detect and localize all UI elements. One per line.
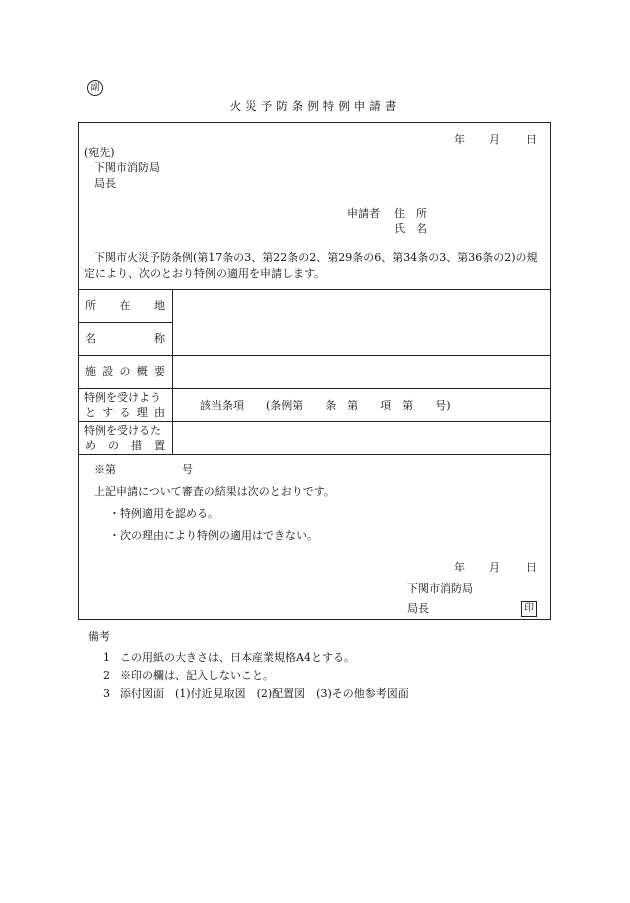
applicant-address-label: 住 所 bbox=[394, 207, 427, 220]
date-day-label: 日 bbox=[526, 133, 537, 146]
note-text: 添付図面 (1)付近見取図 (2)配置図 (3)その他参考図面 bbox=[120, 687, 409, 700]
note-number: 3 bbox=[103, 687, 110, 700]
notes-heading: 備考 bbox=[88, 630, 110, 643]
measures-label-line-2: め の 措 置 bbox=[85, 439, 165, 452]
form-title: 火災予防条例特例申請書 bbox=[229, 99, 401, 113]
addressee-prefix: (宛先) bbox=[84, 146, 115, 159]
copy-mark: 副 bbox=[87, 80, 103, 96]
decision-date-year: 年 bbox=[454, 561, 465, 574]
application-form bbox=[78, 122, 551, 620]
addressee-title: 局長 bbox=[94, 177, 116, 190]
intro-line-1: 下関市火災予防条例(第17条の3、第22条の2、第29条の6、第34条の3、第36条の2)の規 bbox=[94, 251, 538, 264]
row-divider bbox=[79, 421, 550, 422]
date-year-label: 年 bbox=[454, 133, 465, 146]
column-divider bbox=[172, 289, 173, 454]
location-label: 所 在 地 bbox=[85, 299, 165, 312]
decision-result-text: 上記申請について審査の結果は次のとおりです。 bbox=[94, 485, 335, 498]
decision-org: 下関市消防局 bbox=[407, 582, 473, 595]
measures-label-line-1: 特例を受けるた bbox=[84, 424, 161, 437]
decision-number: ※第 号 bbox=[94, 463, 193, 476]
reason-label-line-2: と す る 理 由 bbox=[85, 406, 165, 419]
applicable-clause-field: 該当条項 (条例第 条 第 項 第 号) bbox=[200, 399, 451, 412]
addressee-org: 下関市消防局 bbox=[94, 161, 160, 174]
name-label: 名 称 bbox=[85, 332, 165, 345]
decision-date-month: 月 bbox=[489, 561, 500, 574]
label-cell-divider bbox=[79, 322, 173, 323]
note-text: ※印の欄は、記入しないこと。 bbox=[120, 669, 274, 682]
reason-label-line-1: 特例を受けよう bbox=[84, 391, 161, 404]
row-divider bbox=[79, 355, 550, 356]
decision-option-deny: ・次の理由により特例の適用はできない。 bbox=[109, 529, 318, 542]
note-text: この用紙の大きさは、日本産業規格A4とする。 bbox=[120, 651, 355, 664]
decision-option-approve: ・特例適用を認める。 bbox=[109, 507, 219, 520]
note-number: 2 bbox=[103, 669, 110, 682]
decision-chief: 局長 bbox=[407, 602, 429, 615]
date-month-label: 月 bbox=[489, 133, 500, 146]
row-divider bbox=[79, 454, 550, 455]
row-divider bbox=[79, 289, 550, 290]
applicant-name-label: 氏 名 bbox=[394, 222, 427, 235]
decision-date-day: 日 bbox=[526, 561, 537, 574]
applicant-label: 申請者 bbox=[347, 207, 380, 220]
facility-summary-label: 施 設 の 概 要 bbox=[85, 365, 165, 378]
note-number: 1 bbox=[103, 651, 110, 664]
intro-line-2: 定により、次のとおり特例の適用を申請します。 bbox=[84, 267, 326, 280]
row-divider bbox=[79, 388, 550, 389]
seal-box: 印 bbox=[521, 601, 537, 617]
